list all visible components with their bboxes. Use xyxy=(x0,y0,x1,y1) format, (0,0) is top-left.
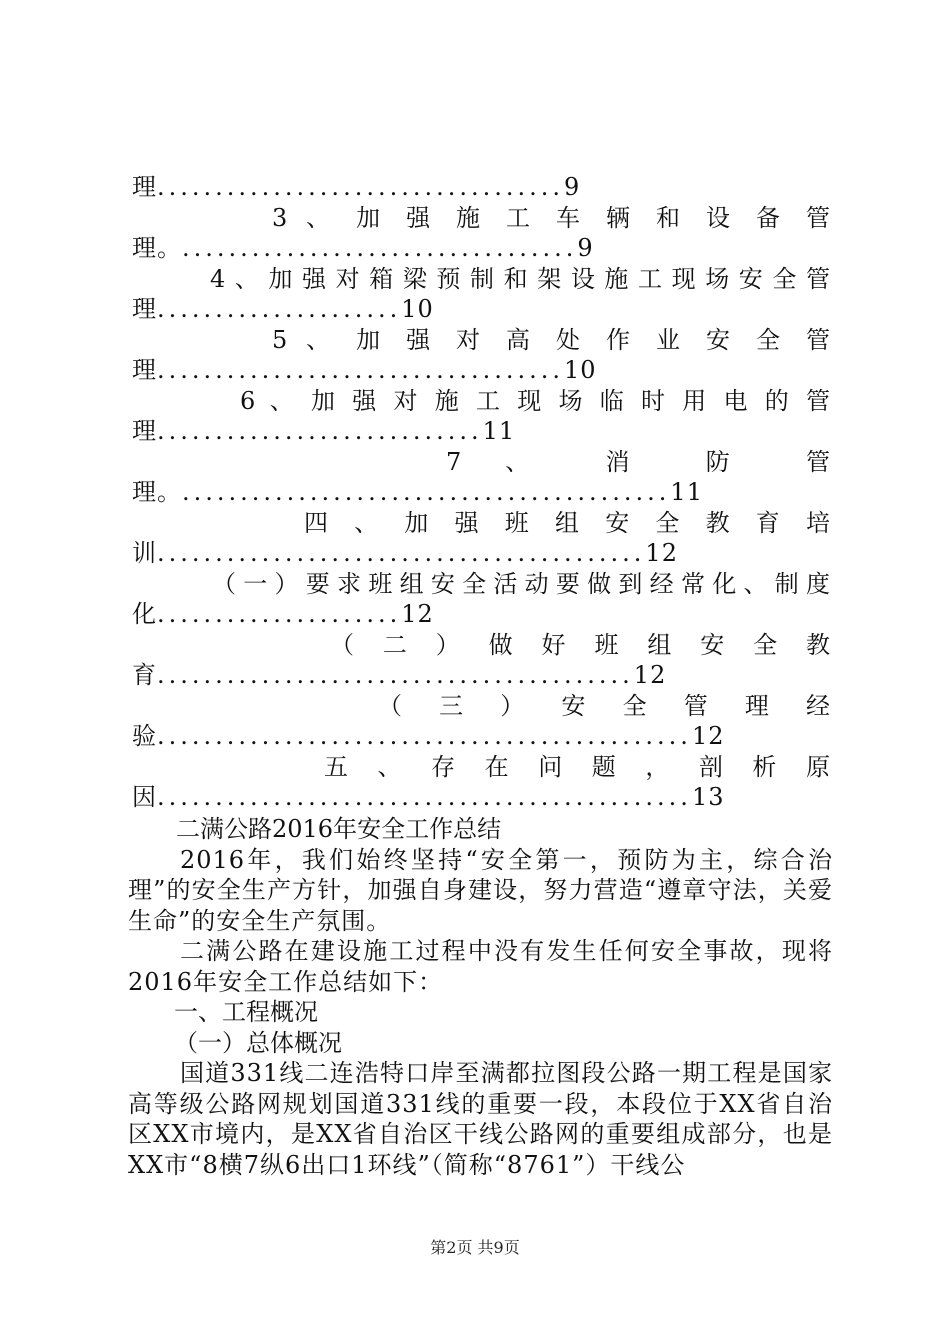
toc-entry-title: 3 、 加 强 施 工 车 辆 和 设 备 管 xyxy=(272,204,832,232)
toc-entry xyxy=(132,752,832,813)
toc-entry-continuation xyxy=(132,294,832,325)
toc-entry xyxy=(132,569,832,630)
intro-paragraph: 2016年，我们始终坚持“安全第一，预防为主，综合治理”的安全生产方针，加强自身建设，努力营造“遵章守法，关爱生命”的安全生产氛围。 xyxy=(128,845,833,935)
toc-entry-title: （一）要求班组安全活动要做到经常化、制度 xyxy=(212,570,832,598)
toc-entry-page-number: 12 xyxy=(691,722,725,750)
toc-entry-leader-dots: .............................................. xyxy=(157,783,692,811)
toc-entry-lead: 理 xyxy=(132,417,157,445)
toc-entry-title: 五 、 存 在 问 题 ， 剖 析 原 xyxy=(324,753,832,781)
toc-entry-continuation xyxy=(132,477,832,508)
toc-entry-page-number: 10 xyxy=(564,356,597,384)
toc-entry xyxy=(132,508,832,569)
toc-entry-continuation xyxy=(132,721,832,752)
subsection-heading: （一）总体概况 xyxy=(174,1028,342,1057)
toc-entry-continuation xyxy=(132,782,832,813)
toc-entry-lead: 理 xyxy=(132,356,157,384)
toc-entry-lead: 训 xyxy=(132,539,157,567)
toc-entry-leader-dots: ......................................... xyxy=(157,661,634,689)
toc-entry-leader-dots: ..................... xyxy=(157,295,402,323)
toc-entry-lead: 理。 xyxy=(132,478,182,506)
toc-entry-leader-dots: .......................................... xyxy=(157,539,646,567)
toc-entry-title: 4、加强对箱梁预制和架设施工现场安全管 xyxy=(210,265,832,293)
toc-entry xyxy=(132,264,832,325)
toc-entry xyxy=(132,386,832,447)
toc-entry-page-number: 11 xyxy=(482,417,516,445)
toc-entry-continuation xyxy=(132,233,832,264)
toc-entry xyxy=(132,447,832,508)
toc-entry-leader-dots: ................................... xyxy=(157,356,565,384)
toc-entry-lead: 育 xyxy=(132,661,157,689)
toc-entry-leader-dots: .......................................... xyxy=(182,478,671,506)
toc-entry-lead: 理 xyxy=(132,295,157,323)
toc-entry-page-number: 13 xyxy=(691,783,725,811)
toc-entry-continuation xyxy=(132,416,832,447)
toc-entry-title: 6 、 加 强 对 施 工 现 场 临 时 用 电 的 管 xyxy=(240,387,832,415)
toc-entry-page-number: 9 xyxy=(564,173,581,201)
toc-entry-lead: 理 xyxy=(132,173,157,201)
toc-entry-page-number: 9 xyxy=(577,234,594,262)
toc-entry-continuation xyxy=(132,172,832,203)
page-footer xyxy=(0,1238,950,1258)
toc-entry-leader-dots: ............................ xyxy=(157,417,483,445)
section-heading: 一、工程概况 xyxy=(174,998,318,1026)
toc-entry-continuation xyxy=(132,599,832,630)
toc-entry-title: 7 、 消 防 管 xyxy=(446,448,832,476)
toc-entry xyxy=(132,325,832,386)
toc-entry-title: （ 三 ） 安 全 管 理 经 xyxy=(378,692,832,720)
toc-entry-continuation xyxy=(132,660,832,691)
toc-entry-lead: 理。 xyxy=(132,234,182,262)
toc-entry-page-number: 11 xyxy=(670,478,703,506)
toc-entry-continuation xyxy=(132,355,832,386)
toc-entry-leader-dots: ................................... xyxy=(157,173,565,201)
toc-entry-title: 5 、 加 强 对 高 处 作 业 安 全 管 xyxy=(272,326,832,354)
toc-entry-lead: 化 xyxy=(132,600,157,628)
toc-entry-continuation xyxy=(132,538,832,569)
overview-paragraph: 国道331线二连浩特口岸至满都拉图段公路一期工程是国家高等级公路网规划国道331线的重要一段，本段位于XX省自治区XX市境内，是XX省自治区干线公路网的重要组成部分，也是XX市“8横7纵6出口1环线”（简称“8761”）干线公 xyxy=(128,1059,833,1179)
toc-entry-page-number: 12 xyxy=(633,661,667,689)
document-title: 二满公路2016年安全工作总结 xyxy=(176,815,502,843)
toc-entry-page-number: 12 xyxy=(645,539,678,567)
summary-paragraph: 二满公路在建设施工过程中没有发生任何安全事故，现将2016年安全工作总结如下： xyxy=(128,937,833,996)
toc-entry-leader-dots: ..................... xyxy=(157,600,402,628)
table-of-contents xyxy=(132,172,832,813)
toc-entry-leader-dots: .............................................. xyxy=(157,722,692,750)
toc-entry xyxy=(132,203,832,264)
toc-entry xyxy=(132,630,832,691)
toc-entry-page-number: 10 xyxy=(401,295,434,323)
toc-entry-title: （ 二 ） 做 好 班 组 安 全 教 xyxy=(330,631,832,659)
toc-entry xyxy=(132,172,832,203)
toc-entry-title: 四 、 加 强 班 组 安 全 教 育 培 xyxy=(304,509,832,537)
toc-entry-page-number: 12 xyxy=(401,600,434,628)
toc-entry-lead: 验 xyxy=(132,722,157,750)
document-body xyxy=(128,814,833,1180)
page-number-label: 第2页 共9页 xyxy=(430,1238,520,1257)
toc-entry xyxy=(132,691,832,752)
toc-entry-lead: 因 xyxy=(132,783,157,811)
toc-entry-leader-dots: .................................. xyxy=(182,234,578,262)
